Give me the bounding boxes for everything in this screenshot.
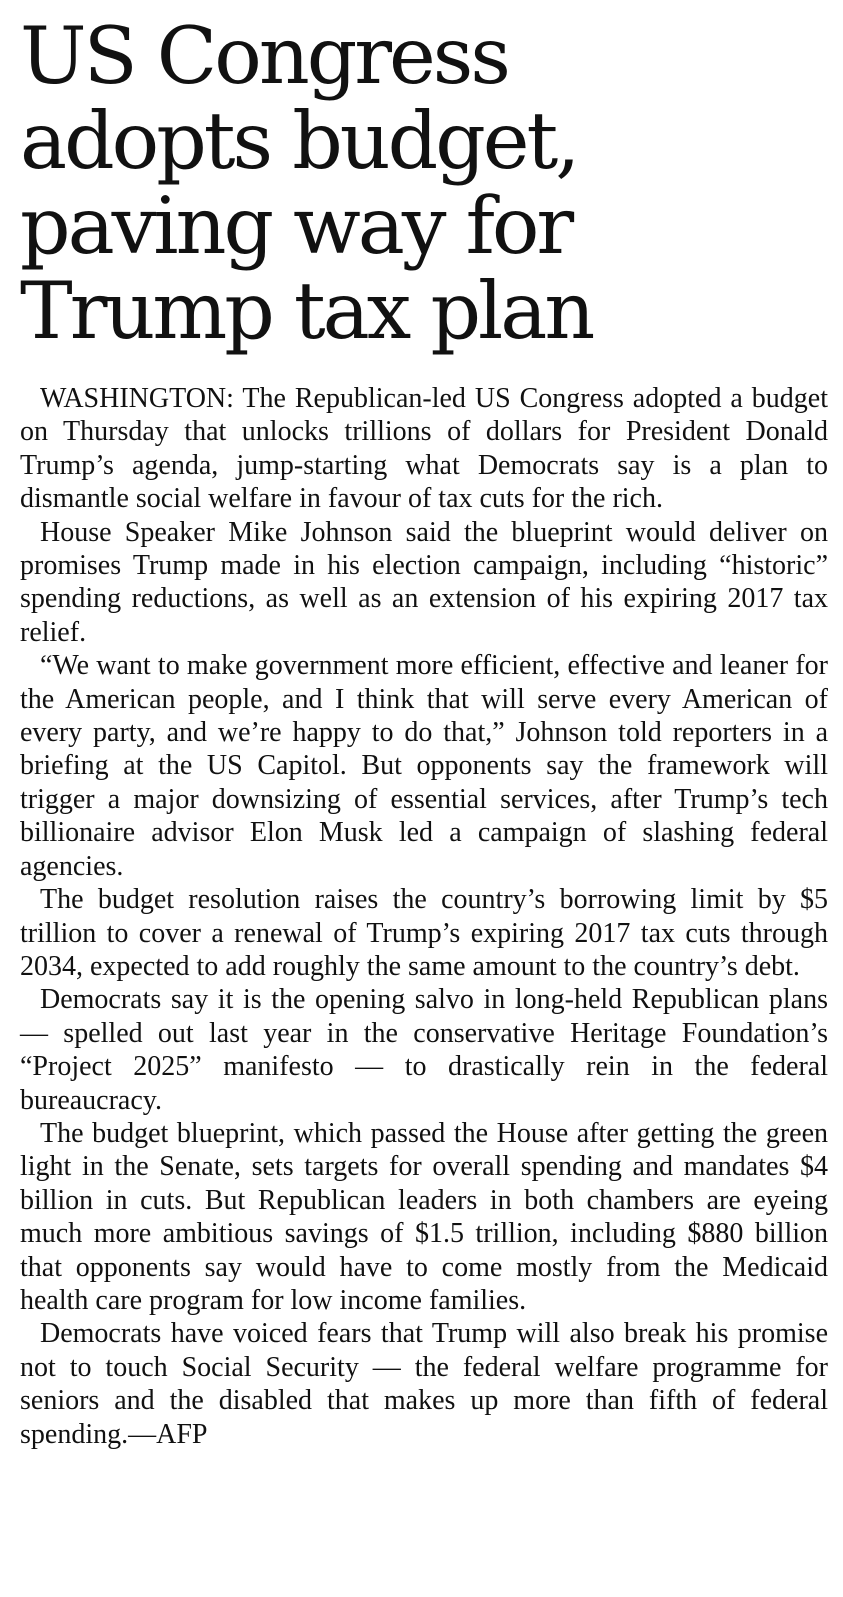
headline bbox=[20, 10, 828, 357]
paragraph: “We want to make government more efficient, effective and leaner for the American people, and I think that will serve every American of every party, and we’re happy to do that,” Johnson told reporters in a briefing at the US Capitol. But opponents say the framework will trigger a major downsizing of essential services, after Trump’s tech billionaire advisor Elon Musk led a campaign of slashing federal agencies. bbox=[20, 650, 828, 882]
paragraph: The budget blueprint, which passed the House after getting the green light in the Senate, sets targets for overall spending and mandates $4 billion in cuts. But Republican leaders in both chambers are eyeing much more ambitious savings of $1.5 trillion, including $880 billion that opponents say would have to come mostly from the Medicaid health care program for low income families. bbox=[20, 1117, 828, 1316]
article-body bbox=[20, 382, 828, 1451]
paragraph-closing: Democrats have voiced fears that Trump will also break his promise not to touch Social Security — the federal welfare programme for seniors and the disabled that makes up more than fifth of federal spending.—AFP bbox=[20, 1318, 828, 1450]
paragraph: House Speaker Mike Johnson said the blueprint would deliver on promises Trump made in his election campaign, including “historic” spending reductions, as well as an extension of his expiring 2017 tax relief. bbox=[20, 516, 828, 648]
paragraph: The budget resolution raises the country’s borrowing limit by $5 trillion to cover a renewal of Trump’s expiring 2017 tax cuts through 2034, expected to add roughly the same amount to the country’s debt. bbox=[20, 884, 828, 982]
news-article bbox=[20, 10, 828, 1451]
headline-line: paving way for bbox=[20, 180, 572, 272]
paragraph: Democrats say it is the opening salvo in long-held Republican plans — spelled out last year in the conservative Heritage Foundation’s “Project 2025” manifesto — to drastically rein in the federal bureaucracy. bbox=[20, 984, 828, 1116]
headline-line: US Congress bbox=[20, 10, 508, 102]
headline-line: adopts budget, bbox=[20, 95, 578, 187]
headline-line: Trump tax plan bbox=[20, 265, 593, 357]
paragraph-dateline: WASHINGTON: The Republican-led US Congress adopted a budget on Thursday that unlocks trillions of dollars for President Donald Trump’s agenda, jump-starting what Democrats say is a plan to dismantle social welfare in favour of tax cuts for the rich. bbox=[20, 383, 828, 515]
